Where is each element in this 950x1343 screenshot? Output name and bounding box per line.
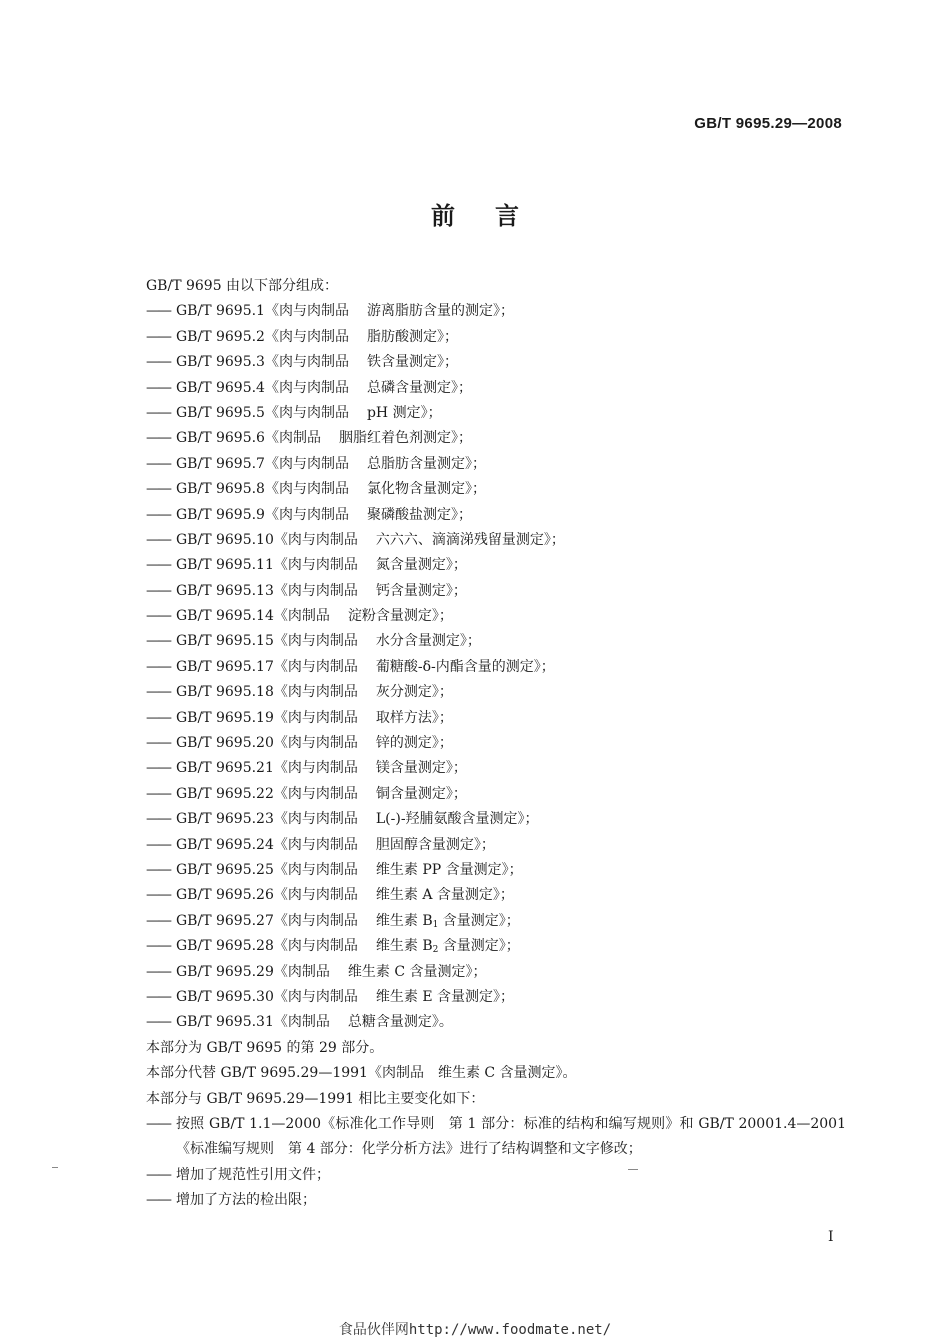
- scan-speck: [52, 1167, 58, 1168]
- part-text: [176, 680, 453, 705]
- part-item: [146, 706, 846, 731]
- part-name: 锌的测定》；: [375, 735, 453, 752]
- part-item: [146, 1010, 846, 1035]
- part-text: [176, 1010, 453, 1035]
- part-text: [176, 604, 453, 629]
- part-item: [146, 655, 846, 680]
- list-dash: ——: [146, 1014, 170, 1031]
- part-category: 《肉与肉制品: [273, 912, 358, 929]
- part-text: [176, 477, 486, 502]
- list-dash: ——: [146, 481, 170, 498]
- part-name: 铜含量测定》；: [375, 785, 467, 802]
- part-item: [146, 909, 846, 934]
- part-name: 灰分测定》；: [375, 684, 453, 701]
- part-name: 淀粉含量测定》；: [347, 608, 453, 625]
- list-dash: ——: [146, 811, 170, 828]
- part-item: [146, 528, 846, 553]
- part-category: 《肉与肉制品: [273, 709, 358, 726]
- part-code: GB/T 9695.19: [176, 709, 274, 726]
- change-item: [146, 1188, 846, 1213]
- part-item: [146, 503, 846, 528]
- part-text: [176, 883, 514, 908]
- part-item: [146, 756, 846, 781]
- part-text: [176, 960, 487, 985]
- list-dash: ——: [146, 963, 170, 980]
- part-name: 总磷含量测定》；: [366, 379, 472, 396]
- list-dash: ——: [146, 836, 170, 853]
- statement-line: 本部分与 GB/T 9695.29—1991 相比主要变化如下：: [146, 1090, 485, 1107]
- part-category: 《肉与肉制品: [264, 455, 349, 472]
- part-code: GB/T 9695.14: [176, 608, 274, 625]
- list-dash: ——: [146, 379, 170, 396]
- statements: [146, 1036, 846, 1112]
- part-code: GB/T 9695.2: [176, 328, 265, 345]
- page-title: 前言: [431, 202, 559, 230]
- part-code: GB/T 9695.3: [176, 354, 265, 371]
- part-item: [146, 477, 846, 502]
- part-name: 聚磷酸盐测定》；: [366, 506, 472, 523]
- list-dash: ——: [146, 1192, 170, 1209]
- part-category: 《肉与肉制品: [273, 557, 358, 574]
- part-category: 《肉与肉制品: [264, 506, 349, 523]
- part-name: 胭脂红着色剂测定》；: [338, 430, 472, 447]
- part-name: 氯化物含量测定》；: [366, 481, 486, 498]
- part-code: GB/T 9695.15: [176, 633, 274, 650]
- part-code: GB/T 9695.7: [176, 455, 265, 472]
- part-item: [146, 426, 846, 451]
- part-name-subscript: 1: [432, 919, 439, 930]
- part-code: GB/T 9695.30: [176, 988, 274, 1005]
- change-item: [146, 1112, 846, 1163]
- list-dash: ——: [146, 887, 170, 904]
- part-category: 《肉与肉制品: [273, 988, 358, 1005]
- part-item: [146, 325, 846, 350]
- statement-line: 本部分代替 GB/T 9695.29—1991《肉制品 维生素 C 含量测定》。: [146, 1065, 577, 1082]
- part-text: [176, 833, 495, 858]
- part-category: 《肉与肉制品: [264, 404, 349, 421]
- part-name: 维生素 PP 含量测定》；: [375, 861, 523, 878]
- changes-list: [146, 1112, 846, 1214]
- part-name: pH 测定》；: [366, 404, 442, 421]
- standard-code: GB/T 9695.29—2008: [694, 115, 842, 132]
- part-name: 脂肪酸测定》；: [366, 328, 458, 345]
- part-name: 维生素 E 含量测定》；: [375, 988, 514, 1005]
- page-number: I: [828, 1229, 834, 1245]
- part-item: [146, 782, 846, 807]
- part-text: [176, 299, 514, 324]
- list-dash: ——: [146, 430, 170, 447]
- part-name: 维生素 A 含量测定》；: [375, 887, 514, 904]
- list-dash: ——: [146, 328, 170, 345]
- part-category: 《肉与肉制品: [264, 328, 349, 345]
- list-dash: ——: [146, 785, 170, 802]
- footer-watermark: 食品伙伴网http://www.foodmate.net/: [338, 1322, 612, 1338]
- part-category: 《肉与肉制品: [273, 836, 358, 853]
- part-name: 葡糖酸-δ-内酯含量的测定》；: [375, 658, 555, 675]
- part-category: 《肉与肉制品: [273, 760, 358, 777]
- part-text: [176, 401, 442, 426]
- part-category: 《肉与肉制品: [264, 303, 349, 320]
- part-category: 《肉制品: [273, 1014, 330, 1031]
- part-item: [146, 553, 846, 578]
- list-dash: ——: [146, 988, 170, 1005]
- part-name: 胆固醇含量测定》；: [375, 836, 495, 853]
- part-text: [176, 376, 472, 401]
- part-code: GB/T 9695.11: [176, 557, 274, 574]
- list-dash: ——: [146, 735, 170, 752]
- part-item: [146, 604, 846, 629]
- part-code: GB/T 9695.20: [176, 735, 274, 752]
- part-name-suffix: 含量测定》；: [438, 912, 520, 929]
- part-name: 维生素 B: [375, 912, 433, 929]
- part-item: [146, 401, 846, 426]
- part-category: 《肉制品: [273, 963, 330, 980]
- part-text: [176, 706, 453, 731]
- part-name: 氮含量测定》；: [375, 557, 467, 574]
- list-dash: ——: [146, 404, 170, 421]
- part-name: 游离脂肪含量的测定》；: [366, 303, 514, 320]
- list-dash: ——: [146, 709, 170, 726]
- part-category: 《肉制品: [264, 430, 321, 447]
- part-name: 钙含量测定》；: [375, 582, 467, 599]
- part-text: [176, 553, 467, 578]
- part-name: 取样方法》；: [375, 709, 453, 726]
- list-dash: ——: [146, 531, 170, 548]
- part-name: L(-)-羟脯氨酸含量测定》；: [375, 811, 539, 828]
- change-text: 增加了方法的检出限；: [176, 1192, 316, 1209]
- part-text: [176, 452, 486, 477]
- part-text: [176, 807, 539, 832]
- part-code: GB/T 9695.5: [176, 404, 265, 421]
- list-dash: ——: [146, 557, 170, 574]
- part-category: 《肉与肉制品: [273, 938, 358, 955]
- part-item: [146, 350, 846, 375]
- part-name: 水分含量测定》；: [375, 633, 481, 650]
- part-code: GB/T 9695.29: [176, 963, 274, 980]
- part-code: GB/T 9695.26: [176, 887, 274, 904]
- part-text: [176, 579, 467, 604]
- change-text: 增加了规范性引用文件；: [176, 1166, 330, 1183]
- part-code: GB/T 9695.25: [176, 861, 274, 878]
- part-category: 《肉与肉制品: [273, 811, 358, 828]
- part-code: GB/T 9695.21: [176, 760, 274, 777]
- part-code: GB/T 9695.24: [176, 836, 274, 853]
- part-category: 《肉与肉制品: [273, 633, 358, 650]
- document-body: [146, 274, 846, 1214]
- part-category: 《肉与肉制品: [264, 481, 349, 498]
- list-dash: ——: [146, 582, 170, 599]
- part-name: 六六六、滴滴涕残留量测定》；: [375, 531, 565, 548]
- part-text: [176, 756, 467, 781]
- part-category: 《肉与肉制品: [273, 531, 358, 548]
- part-code: GB/T 9695.31: [176, 1014, 274, 1031]
- part-category: 《肉与肉制品: [273, 735, 358, 752]
- part-category: 《肉与肉制品: [273, 658, 358, 675]
- list-dash: ——: [146, 658, 170, 675]
- part-category: 《肉与肉制品: [264, 354, 349, 371]
- part-text: [176, 655, 555, 680]
- part-category: 《肉与肉制品: [264, 379, 349, 396]
- part-category: 《肉与肉制品: [273, 861, 358, 878]
- intro-line: GB/T 9695 由以下部分组成：: [146, 278, 339, 294]
- part-item: [146, 452, 846, 477]
- part-text: [176, 325, 458, 350]
- part-item: [146, 985, 846, 1010]
- part-code: GB/T 9695.10: [176, 531, 274, 548]
- list-dash: ——: [146, 760, 170, 777]
- list-dash: ——: [146, 455, 170, 472]
- part-item: [146, 299, 846, 324]
- part-item: [146, 579, 846, 604]
- list-dash: ——: [146, 303, 170, 320]
- part-text: [176, 934, 520, 959]
- part-code: GB/T 9695.22: [176, 785, 274, 802]
- part-item: [146, 960, 846, 985]
- list-dash: ——: [146, 684, 170, 701]
- list-dash: ——: [146, 938, 170, 955]
- parts-list: [146, 299, 846, 1035]
- part-code: GB/T 9695.6: [176, 430, 265, 447]
- part-item: [146, 934, 846, 959]
- part-text: [176, 629, 481, 654]
- part-name-suffix: 含量测定》；: [438, 938, 520, 955]
- statement-line: 本部分为 GB/T 9695 的第 29 部分。: [146, 1039, 384, 1056]
- part-category: 《肉与肉制品: [273, 887, 358, 904]
- part-text: [176, 858, 523, 883]
- part-item: [146, 376, 846, 401]
- part-code: GB/T 9695.23: [176, 811, 274, 828]
- part-name: 总脂肪含量测定》；: [366, 455, 486, 472]
- list-dash: ——: [146, 633, 170, 650]
- part-code: GB/T 9695.8: [176, 481, 265, 498]
- part-name-subscript: 2: [432, 945, 439, 956]
- part-text: [176, 426, 472, 451]
- part-text: [176, 503, 472, 528]
- part-text: [176, 731, 453, 756]
- part-item: [146, 833, 846, 858]
- part-code: GB/T 9695.17: [176, 658, 274, 675]
- list-dash: ——: [146, 506, 170, 523]
- part-code: GB/T 9695.13: [176, 582, 274, 599]
- part-item: [146, 680, 846, 705]
- part-code: GB/T 9695.1: [176, 303, 265, 320]
- part-code: GB/T 9695.4: [176, 379, 265, 396]
- list-dash: ——: [146, 912, 170, 929]
- part-category: 《肉制品: [273, 608, 330, 625]
- part-code: GB/T 9695.28: [176, 938, 274, 955]
- part-item: [146, 807, 846, 832]
- part-name: 铁含量测定》；: [366, 354, 458, 371]
- part-category: 《肉与肉制品: [273, 785, 358, 802]
- part-category: 《肉与肉制品: [273, 582, 358, 599]
- part-item: [146, 883, 846, 908]
- list-dash: ——: [146, 861, 170, 878]
- part-item: [146, 858, 846, 883]
- part-item: [146, 731, 846, 756]
- change-item: [146, 1163, 846, 1188]
- part-item: [146, 629, 846, 654]
- part-name: 总糖含量测定》。: [347, 1014, 453, 1031]
- part-name: 维生素 C 含量测定》；: [347, 963, 487, 980]
- part-code: GB/T 9695.27: [176, 912, 274, 929]
- list-dash: ——: [146, 1166, 170, 1183]
- part-code: GB/T 9695.18: [176, 684, 274, 701]
- list-dash: ——: [146, 608, 170, 625]
- part-code: GB/T 9695.9: [176, 506, 265, 523]
- list-dash: ——: [146, 1115, 170, 1132]
- part-text: [176, 782, 467, 807]
- part-name: 镁含量测定》；: [375, 760, 467, 777]
- part-text: [176, 528, 565, 553]
- list-dash: ——: [146, 354, 170, 371]
- part-name: 维生素 B: [375, 938, 433, 955]
- part-text: [176, 985, 514, 1010]
- part-text: [176, 909, 520, 934]
- scan-speck: [628, 1169, 638, 1170]
- change-text: 按照 GB/T 1.1—2000《标准化工作导则 第 1 部分：标准的结构和编写规则》和 GB/T 20001.4—2001《标准编写规则 第 4 部分：化学分析方法》进行了结构调整和文字修改；: [176, 1115, 846, 1158]
- part-text: [176, 350, 458, 375]
- part-category: 《肉与肉制品: [273, 684, 358, 701]
